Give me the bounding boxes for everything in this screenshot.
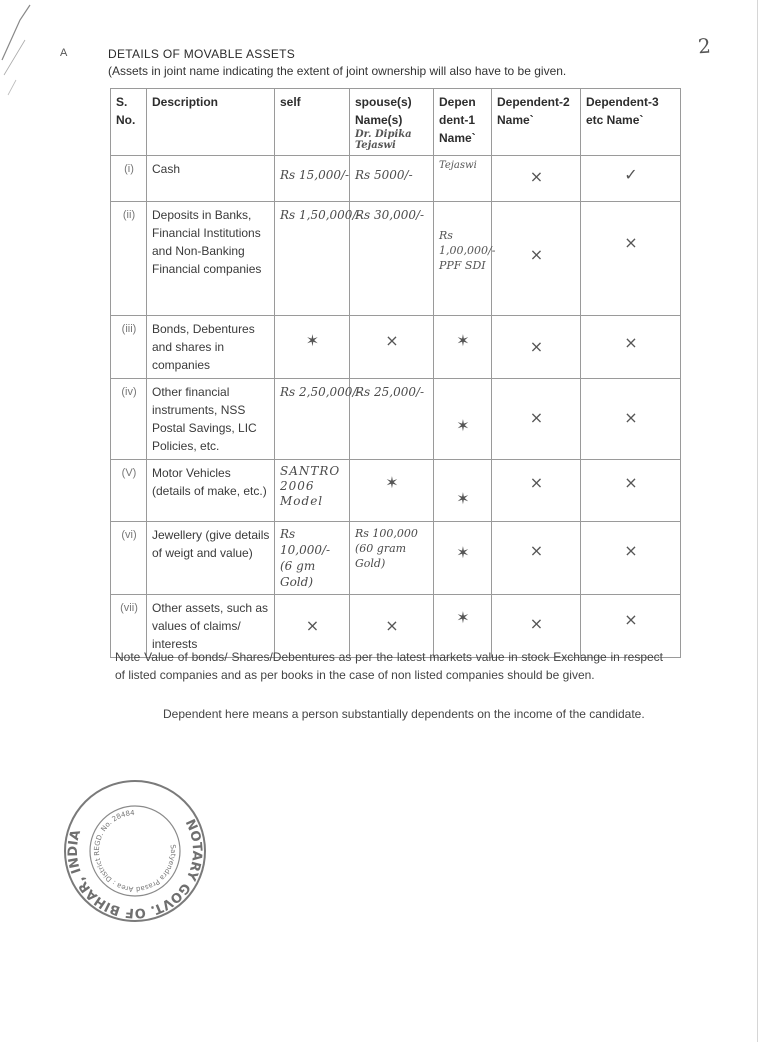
movable-assets-table bbox=[110, 88, 681, 658]
row-self: × bbox=[275, 595, 350, 658]
row-dependent-2: × bbox=[492, 316, 581, 379]
row-dependent-3: × bbox=[581, 379, 681, 460]
header-spouse-label: spouse(s) Name(s) bbox=[355, 95, 412, 127]
row-dependent-1: ✶ bbox=[434, 522, 492, 595]
svg-text:Satyendra Prasad Area : Distri bbox=[86, 802, 183, 899]
seal-inner-text: Satyendra Prasad Area : District REGD. No. 28484 bbox=[92, 808, 178, 894]
page-edge bbox=[757, 0, 758, 1042]
row-dependent-1: Rs 1,00,000/- PPF SDI bbox=[434, 202, 492, 316]
table-header-row bbox=[111, 89, 681, 156]
section-subheading: (Assets in joint name indicating the extent of joint ownership will also have to be given. bbox=[108, 64, 567, 78]
row-description: Bonds, Debentures and shares in companies bbox=[147, 316, 275, 379]
row-dependent-3: × bbox=[581, 202, 681, 316]
row-spouse: Rs 5000/- bbox=[350, 156, 434, 202]
row-spouse: ✶ bbox=[350, 460, 434, 522]
row-dependent-3: × bbox=[581, 522, 681, 595]
row-dependent-2: × bbox=[492, 522, 581, 595]
row-sno: (vii) bbox=[111, 595, 147, 658]
row-description: Other assets, such as values of claims/ interests bbox=[147, 595, 275, 658]
header-dependent-2: Dependent-2 Name` bbox=[492, 89, 581, 156]
row-description: Other financial instruments, NSS Postal Savings, LIC Policies, etc. bbox=[147, 379, 275, 460]
row-self: Rs 2,50,000/- bbox=[275, 379, 350, 460]
section-letter: A bbox=[60, 47, 68, 59]
row-sno: (vi) bbox=[111, 522, 147, 595]
row-dependent-1: ✶ bbox=[434, 379, 492, 460]
row-self: SANTRO 2006 Model bbox=[275, 460, 350, 522]
row-sno: (i) bbox=[111, 156, 147, 202]
notary-seal bbox=[62, 778, 208, 924]
row-spouse: Rs 100,000 (60 gram Gold) bbox=[350, 522, 434, 595]
table-row bbox=[111, 156, 681, 202]
row-self: Rs 1,50,000/- bbox=[275, 202, 350, 316]
seal-outer-text: NOTARY GOVT. OF BIHAR, INDIA bbox=[65, 817, 205, 921]
section-heading: DETAILS OF MOVABLE ASSETS bbox=[108, 47, 296, 61]
row-self: ✶ bbox=[275, 316, 350, 379]
row-dependent-2: × bbox=[492, 460, 581, 522]
row-dependent-1: ✶ bbox=[434, 460, 492, 522]
row-dependent-3: × bbox=[581, 595, 681, 658]
row-sno: (V) bbox=[111, 460, 147, 522]
row-dependent-1 bbox=[434, 156, 492, 202]
svg-text:NOTARY GOVT. OF BIHAR, INDIA bbox=[62, 778, 208, 924]
row-self: Rs 10,000/- (6 gm Gold) bbox=[275, 522, 350, 595]
note-dependent-definition bbox=[115, 705, 663, 723]
header-dependent-1: Depen dent-1 Name` bbox=[434, 89, 492, 156]
row-spouse: Rs 25,000/- bbox=[350, 379, 434, 460]
row-dependent-3: × bbox=[581, 460, 681, 522]
dependent-1-name-handwritten: Tejaswi bbox=[439, 160, 477, 171]
note-valuation: Note Value of bonds/ Shares/Debentures as per the latest markets value in stock Exchange in respect of listed companies and as per books in the case of non listed companies should be given. bbox=[115, 650, 663, 682]
row-dependent-2: × bbox=[492, 379, 581, 460]
row-dependent-2: × bbox=[492, 202, 581, 316]
row-description: Cash bbox=[147, 156, 275, 202]
row-sno: (iv) bbox=[111, 379, 147, 460]
header-spouse bbox=[350, 89, 434, 156]
table-row bbox=[111, 460, 681, 522]
row-description: Motor Vehicles (details of make, etc.) bbox=[147, 460, 275, 522]
spouse-name-handwritten: Dr. Dipika Tejaswi bbox=[355, 129, 412, 151]
header-dependent-3: Dependent-3 etc Name` bbox=[581, 89, 681, 156]
row-sno: (iii) bbox=[111, 316, 147, 379]
row-dependent-3: × bbox=[581, 316, 681, 379]
row-description: Deposits in Banks, Financial Institutions and Non-Banking Financial companies bbox=[147, 202, 275, 316]
table-row bbox=[111, 522, 681, 595]
row-description: Jewellery (give details of weigt and value) bbox=[147, 522, 275, 595]
table-row bbox=[111, 316, 681, 379]
row-dependent-1: ✶ bbox=[434, 316, 492, 379]
row-sno: (ii) bbox=[111, 202, 147, 316]
row-self: Rs 15,000/- bbox=[275, 156, 350, 202]
header-self: self bbox=[275, 89, 350, 156]
row-dependent-2: × bbox=[492, 156, 581, 202]
header-sno: S. No. bbox=[111, 89, 147, 156]
row-spouse: Rs 30,000/- bbox=[350, 202, 434, 316]
table-row bbox=[111, 379, 681, 460]
row-dependent-2: × bbox=[492, 595, 581, 658]
header-description: Description bbox=[147, 89, 275, 156]
row-spouse: × bbox=[350, 595, 434, 658]
note-dependent-text: Dependent here means a person substantially dependents on the income of the candidate. bbox=[163, 707, 645, 721]
row-dependent-3: ✓ bbox=[581, 156, 681, 202]
page-number: 2 bbox=[697, 33, 712, 59]
row-spouse: × bbox=[350, 316, 434, 379]
table-row bbox=[111, 202, 681, 316]
row-dependent-1: ✶ bbox=[434, 595, 492, 658]
